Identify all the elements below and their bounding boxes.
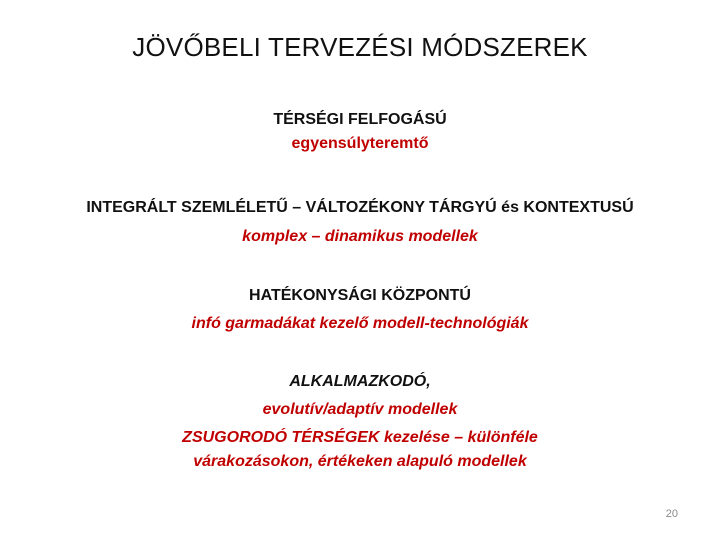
section-heading-integrated: INTEGRÁLT SZEMLÉLETŰ – VÁLTOZÉKONY TÁRGYÚ és KONTEXTUSÚ <box>86 199 634 216</box>
page-number: 20 <box>665 508 678 520</box>
section-subtext-adaptive-3: várakozásokon, értékeken alapuló modellek <box>193 453 527 470</box>
section-subtext-efficiency: infó garmadákat kezelő modell-technológiák <box>191 315 529 332</box>
section-heading-adaptive: ALKALMAZKODÓ, <box>289 373 431 390</box>
slide-title: JÖVŐBELI TERVEZÉSI MÓDSZEREK <box>132 32 588 62</box>
section-heading-efficiency: HATÉKONYSÁGI KÖZPONTÚ <box>249 287 471 304</box>
section-subtext-regional: egyensúlyteremtő <box>291 135 429 152</box>
section-subtext-adaptive-2: ZSUGORODÓ TÉRSÉGEK kezelése – különféle <box>182 429 538 446</box>
section-subtext-adaptive-1: evolutív/adaptív modellek <box>262 401 458 418</box>
section-subtext-integrated: komplex – dinamikus modellek <box>242 228 478 245</box>
section-heading-regional: TÉRSÉGI FELFOGÁSÚ <box>273 111 447 128</box>
